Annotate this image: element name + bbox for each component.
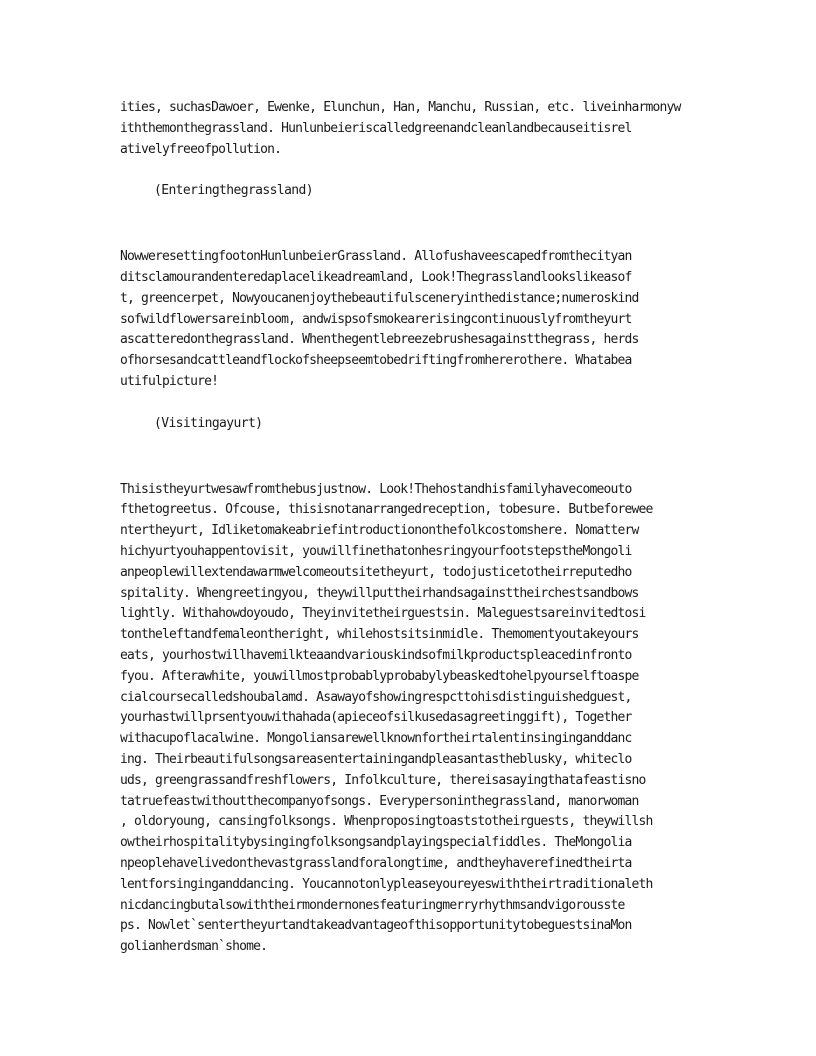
text-line: uds, greengrassandfreshflowers, Infolkculture, thereisasayingthatafeastisno [120, 772, 646, 788]
section-heading-visiting: (Visitingayurt) [154, 415, 263, 431]
text-line: spitality. Whengreetingyou, theywillputtheirhandsagainsttheirchestsandbows [120, 585, 639, 601]
text-line: ofhorsesandcattleandflockofsheepseemtobedriftingfromhererothere. Whatabea [120, 353, 632, 369]
text-line: eats, yourhostwillhavemilkteaandvariouskindsofmilkproductspleacedinfronto [120, 647, 632, 663]
text-line: sofwildflowersareinbloom, andwispsofsmokearerisingcontinuouslyfromtheyurt [120, 311, 632, 327]
text-line: nicdancingbutalsowiththeirmondernonesfeaturingmerryrhythmsandvigorousste [120, 897, 625, 913]
document-page [120, 98, 698, 958]
text-line: lentforsinginganddancing. Youcannotonlypleaseyoureyeswiththeirtraditionaleth [120, 876, 653, 892]
text-line: anpeoplewillextendawarmwelcomeoutsitetheyurt, todojusticetotheirreputedho [120, 564, 632, 580]
text-line: yourhastwillprsentyouwithahada(apieceofsilkusedasagreetinggift), Together [120, 710, 632, 726]
text-line: cialcoursecalledshoubalamd. Asawayofshowingrespcttohisdistinguishedguest, [120, 689, 632, 705]
section-heading-entering: (Enteringthegrassland) [154, 183, 313, 199]
text-line: npeoplehavelivedonthevastgrasslandforalongtime, andtheyhaverefinedtheirta [120, 855, 632, 871]
text-line: ps. Nowlet`sentertheyurtandtakeadvantageofthisopportunitytobeguestsinaMon [120, 918, 632, 934]
text-line: t, greencerpet, Nowyoucanenjoythebeautifulsceneryinthedistance;numeroskind [120, 290, 639, 306]
text-line: ing. Theirbeautifulsongsareasentertainingandpleasantastheblusky, whiteclo [120, 751, 632, 767]
text-line: ities, suchasDawoer, Ewenke, Elunchun, Han, Manchu, Russian, etc. liveinharmonyw [120, 100, 681, 115]
text-line: golianherdsman`shome. [120, 939, 268, 955]
text-line: NowweresettingfootonHunlunbeierGrassland. Allofushaveescapedfromthecityan [120, 249, 632, 265]
paragraph-2 [120, 247, 698, 393]
text-line: tatruefeastwithoutthecompanyofsongs. Everypersoninthegrassland, manorwoman [120, 793, 639, 809]
text-line: lightly. Withahowdoyoudo, Theyinvitetheirguestsin. Maleguestsareinvitedtosi [120, 606, 646, 622]
text-line: ditsclamourandenteredaplacelikeadreamland, Look!Thegrasslandlookslikeasof [120, 269, 632, 285]
text-line: withacupoflacalwine. Mongoliansarewellknownfortheirtalentinsinginganddanc [120, 731, 632, 747]
text-line: Thisistheyurtwesawfromthebusjustnow. Look!Thehostandhisfamilyhavecomeouto [120, 481, 632, 497]
text-line: utifulpicture! [120, 373, 219, 389]
text-line: owtheirhospitalitybysingingfolksongsandplayingspecialfiddles. TheMongolia [120, 835, 632, 851]
text-line: ativelyfreeofpollution. [120, 141, 282, 157]
paragraph-1 [120, 98, 698, 160]
text-line: iththemonthegrassland. Hunlunbeieriscalledgreenandcleanlandbecauseitisrel [120, 120, 632, 136]
text-line: fthetogreetus. Ofcouse, thisisnotanarrangedreception, tobesure. Butbeforewee [120, 502, 653, 518]
paragraph-3 [120, 480, 698, 958]
text-line: , oldoryoung, cansingfolksongs. Whenproposingtoaststotheirguests, theywillsh [120, 814, 653, 830]
text-line: ascatteredonthegrassland. Whenthegentlebreezebrushesagainstthegrass, herds [120, 332, 639, 348]
text-line: tontheleftandfemaleontheright, whilehostsitsinmidle. Themomentyoutakeyours [120, 627, 639, 643]
text-line: fyou. Afterawhite, youwillmostprobablyprobabylybeaskedtohelpyourselftoaspe [120, 668, 639, 684]
text-line: ntertheyurt, Idliketomakeabriefintroductiononthefolkcostomshere. Nomatterw [120, 523, 639, 539]
text-line: hichyurtyouhappentovisit, youwillfinethatonhesringyourfootstepstheMongoli [120, 543, 632, 559]
